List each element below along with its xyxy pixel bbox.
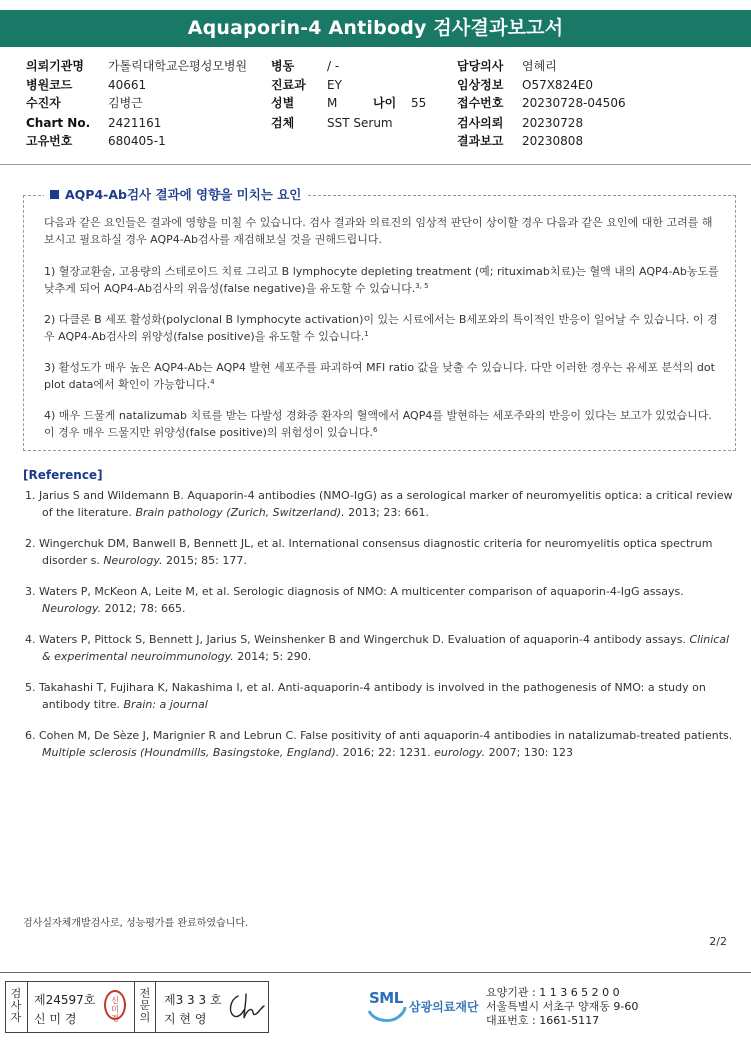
tester-label-cell: [6, 982, 28, 1032]
footnote: 검사실자체개발검사로, 성능평가를 완료하였습니다.: [23, 918, 249, 929]
square-bullet-icon: [50, 190, 59, 199]
clinical-value: O57X824E0: [522, 78, 594, 92]
ward-label: 병동: [271, 59, 295, 73]
confirmer-label-cell: [134, 982, 156, 1032]
institution-label: 의뢰기관명: [26, 59, 84, 73]
clinical-label: 임상정보: [457, 78, 504, 92]
tester-seal: 신 미 경: [104, 990, 126, 1020]
confirmer-label: 전 문 의: [139, 987, 151, 1024]
age-value: 55: [411, 96, 427, 110]
age-label: 나이: [373, 96, 397, 110]
specimen-label: 검체: [271, 116, 295, 130]
tester-name: 신 미 경: [34, 1012, 77, 1026]
requested-label: 검사의뢰: [457, 116, 504, 130]
factors-title-text: AQP4-Ab검사 결과에 영향을 미치는 요인: [65, 187, 302, 202]
doctor-value: 염혜리: [522, 59, 557, 73]
specimen-value: SST Serum: [327, 116, 393, 130]
page-number: 2/2: [709, 935, 727, 948]
reference-item: 6. Cohen M, De Sèze J, Marignier R and Lebrun C. False positivity of anti aquaporin-4 antibodies in natalizumab-treated patients. Multiple sclerosis (Houndmills, Basingstoke, England). 2016; 22: 1231. eurology. 2007; 130: 123: [25, 729, 733, 759]
dept-label: 진료과: [271, 78, 306, 92]
requested-value: 20230728: [522, 116, 584, 130]
dept-value: EY: [327, 78, 342, 92]
company-phone: 대표번호 : 1661-5117: [486, 1014, 600, 1027]
company-address: 서울특별시 서초구 양재동 9-60: [486, 1000, 639, 1013]
factor-item-4: 4) 매우 드물게 natalizumab 치료를 받는 다발성 경화증 환자의 혈액에서 AQP4를 발현하는 세포주와의 반응이 있다는 보고가 있었습니다. 이 경우 매우 드물지만 위양성(false positive)의 위험성이 있습니다.$^6$: [44, 409, 712, 439]
reference-item: 4. Waters P, Pittock S, Bennett J, Jarius S, Weinshenker B and Wingerchuk D. Evaluation of aquaporin-4 antibody assays. Clinical & experimental neuroimmunology. 2014; 5: 290.: [25, 633, 730, 663]
divider: [0, 164, 751, 165]
doctor-label: 담당의사: [457, 59, 504, 73]
factors-title: [44, 185, 307, 203]
reference-item: 1. Jarius S and Wildemann B. Aquaporin-4 antibodies (NMO-IgG) as a serological marker of neuromyelitis optica: a critical review of the literature. Brain pathology (Zurich, Switzerland). 2013; 23: 661.: [25, 489, 733, 519]
company-name: 삼광의료재단: [409, 1000, 479, 1014]
sex-label: 성별: [271, 96, 295, 110]
confirmer-name: 지 현 영: [164, 1012, 207, 1026]
ward-value: / -: [327, 59, 340, 73]
chart-value: 2421161: [108, 116, 162, 130]
sex-value: M: [327, 96, 338, 110]
factors-intro: 다음과 같은 요인들은 결과에 영향을 미칠 수 있습니다. 검사 결과와 의료진의 임상적 판단이 상이할 경우 다음과 같은 요인에 대한 고려를 해 보시고 필요하실 경우 AQP4-Ab검사를 재검해보실 것을 권해드립니다.: [44, 216, 713, 246]
hospital-code-label: 병원코드: [26, 78, 73, 92]
company-info: [486, 986, 638, 1028]
receipt-value: 20230728-04506: [522, 96, 626, 110]
reference-item: 3. Waters P, McKeon A, Leite M, et al. Serologic diagnosis of NMO: A multicenter comparison of aquaporin-4-IgG assays. Neurology. 2012; 78: 665.: [25, 585, 684, 615]
care-code: 요양기관 : 1 1 3 6 5 2 0 0: [486, 986, 620, 999]
institution-value: 가톨릭대학교은평성모병원: [108, 59, 248, 73]
reported-label: 결과보고: [457, 134, 504, 148]
hospital-code-value: 40661: [108, 78, 147, 92]
unique-value: 680405-1: [108, 134, 166, 148]
factor-item-1: 1) 혈장교환술, 고용량의 스테로이드 치료 그리고 B lymphocyte depleting treatment (예; rituximab치료)는 혈액 내의 AQP4-Ab농도를 낮추게 되어 AQP4-Ab검사의 위음성(false negative)을 유도할 수 있습니다.$^{3, 5}$: [44, 265, 719, 295]
patient-value: 김병근: [108, 96, 143, 110]
signature-box: [5, 981, 269, 1033]
reference-item: 2. Wingerchuk DM, Banwell B, Bennett JL, et al. International consensus diagnostic criteria for neuromyelitis optica spectrum disorder s. Neurology. 2015; 85: 177.: [25, 537, 713, 567]
receipt-label: 접수번호: [457, 96, 504, 110]
chart-label: Chart No.: [26, 116, 91, 130]
factor-item-3: 3) 활성도가 매우 높은 AQP4-Ab는 AQP4 발현 세포주를 파괴하여 MFI ratio 값을 낮출 수 있습니다. 다만 이러한 경우는 유세포 분석의 dot plot data에서 확인이 가능합니다.$^4$: [44, 361, 715, 391]
handwritten-signature: [224, 990, 266, 1024]
reference-item: 5. Takahashi T, Fujihara K, Nakashima I, et al. Anti-aquaporin-4 antibody is involved in the pathogenesis of NMO: a study on antibody titre. Brain: a journal: [25, 681, 706, 711]
logo-text: SML: [369, 989, 403, 1007]
confirmer-license: 제3 3 3 호: [164, 993, 222, 1007]
reported-value: 20230808: [522, 134, 584, 148]
unique-label: 고유번호: [26, 134, 73, 148]
tester-label: 검 사 자: [10, 987, 22, 1024]
factor-item-2: 2) 다클론 B 세포 활성화(polyclonal B lymphocyte activation)이 있는 시료에서는 B세포와의 특이적인 반응이 일어날 수 있습니다. 이 경우 AQP4-Ab검사의 위양성(false positive)을 유도할 수 있습니다.$^1$: [44, 313, 718, 343]
report-title: Aquaporin-4 Antibody 검사결과보고서: [0, 10, 751, 47]
reference-heading: [Reference]: [23, 468, 103, 482]
patient-label: 수진자: [26, 96, 61, 110]
footer-divider: [0, 972, 751, 973]
tester-license: 제24597호: [34, 993, 96, 1007]
